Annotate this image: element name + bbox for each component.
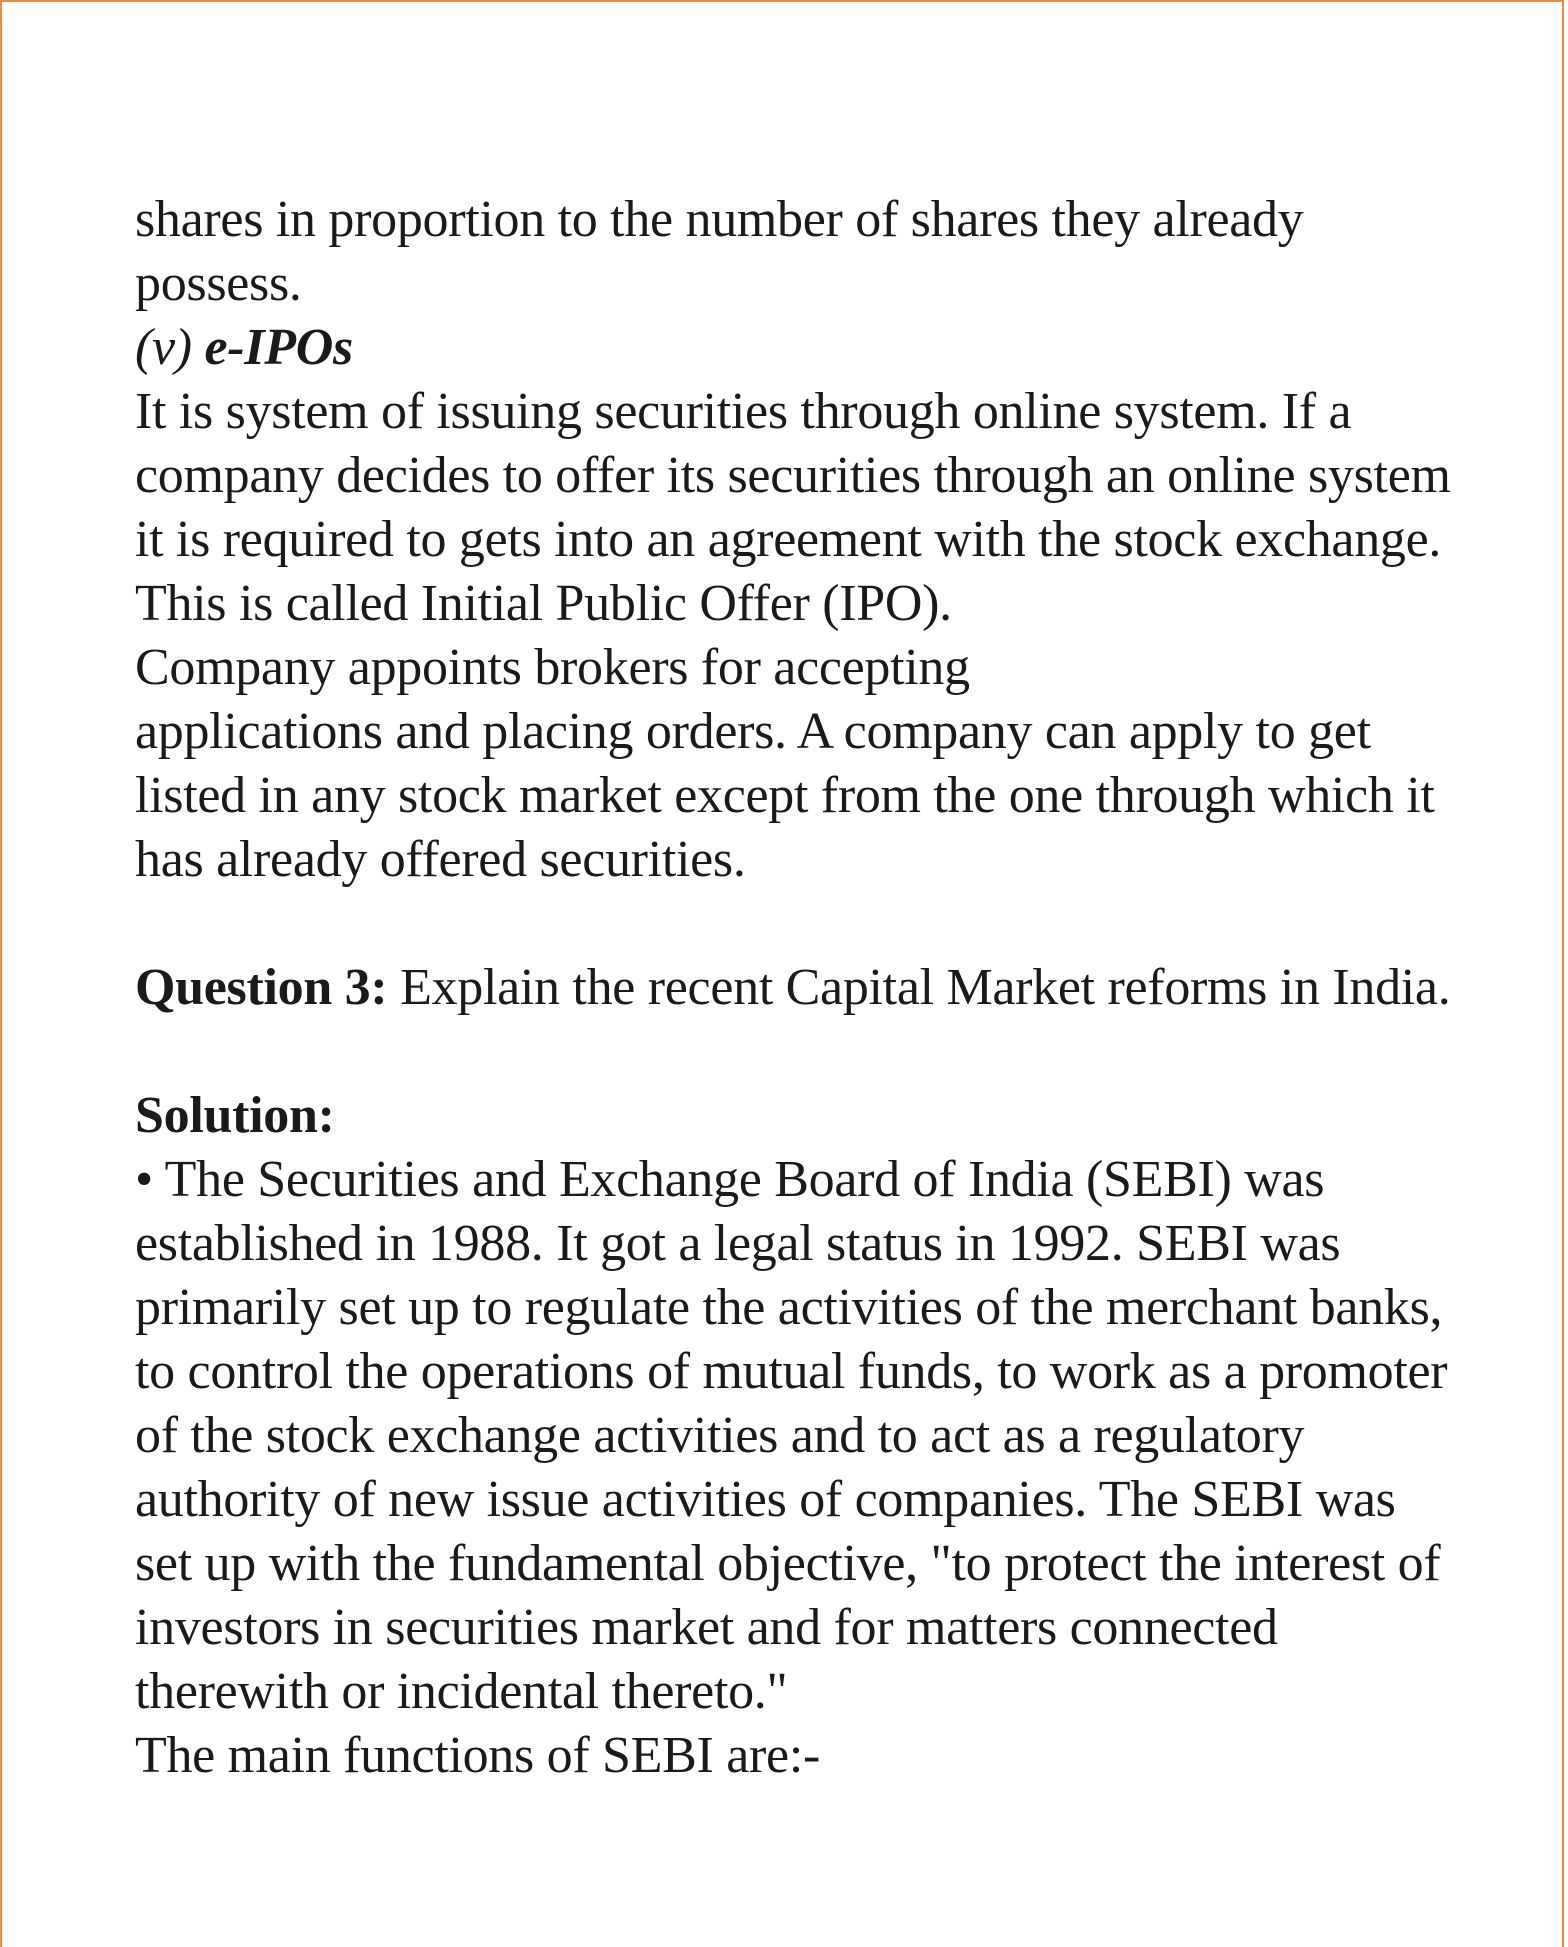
spacer <box>135 1020 1465 1084</box>
e-ipo-paragraph-3: applications and placing orders. A company can apply to get listed in any stock market except from the one through which it has already offered securities. <box>135 703 1435 888</box>
section-heading-number: (v) <box>135 319 192 376</box>
solution-label: Solution: <box>135 1087 335 1144</box>
lead-in-paragraph: shares in proportion to the number of shares they already possess. <box>135 191 1304 312</box>
solution-paragraph: • The Securities and Exchange Board of India (SEBI) was established in 1988. It got a legal status in 1992. SEBI was primarily set up to regulate the activities of the merchant banks, to control the operations of mutual funds, to work as a promoter of the stock exchange activities and to act as a regulatory authority of new issue activities of companies. The SEBI was set up with the fundamental objective, "to protect the interest of investors in securities market and for matters connected therewith or incidental thereto." <box>135 1151 1448 1720</box>
question-paragraph <box>135 956 1465 1020</box>
question-label: Question 3: <box>135 959 388 1016</box>
section-heading-title: e-IPOs <box>204 319 353 376</box>
spacer <box>135 892 1465 956</box>
e-ipo-paragraph-2: Company appoints brokers for accepting <box>135 639 970 696</box>
section-heading <box>135 316 1465 380</box>
functions-intro: The main functions of SEBI are:- <box>135 1727 820 1784</box>
question-text: Explain the recent Capital Market reforms in India. <box>387 959 1451 1016</box>
page-content <box>135 188 1465 1788</box>
e-ipo-paragraph-1: It is system of issuing securities through online system. If a company decides to offer its securities through an online system it is required to gets into an agreement with the stock exchange. This is called Initial Public Offer (IPO). <box>135 383 1451 632</box>
